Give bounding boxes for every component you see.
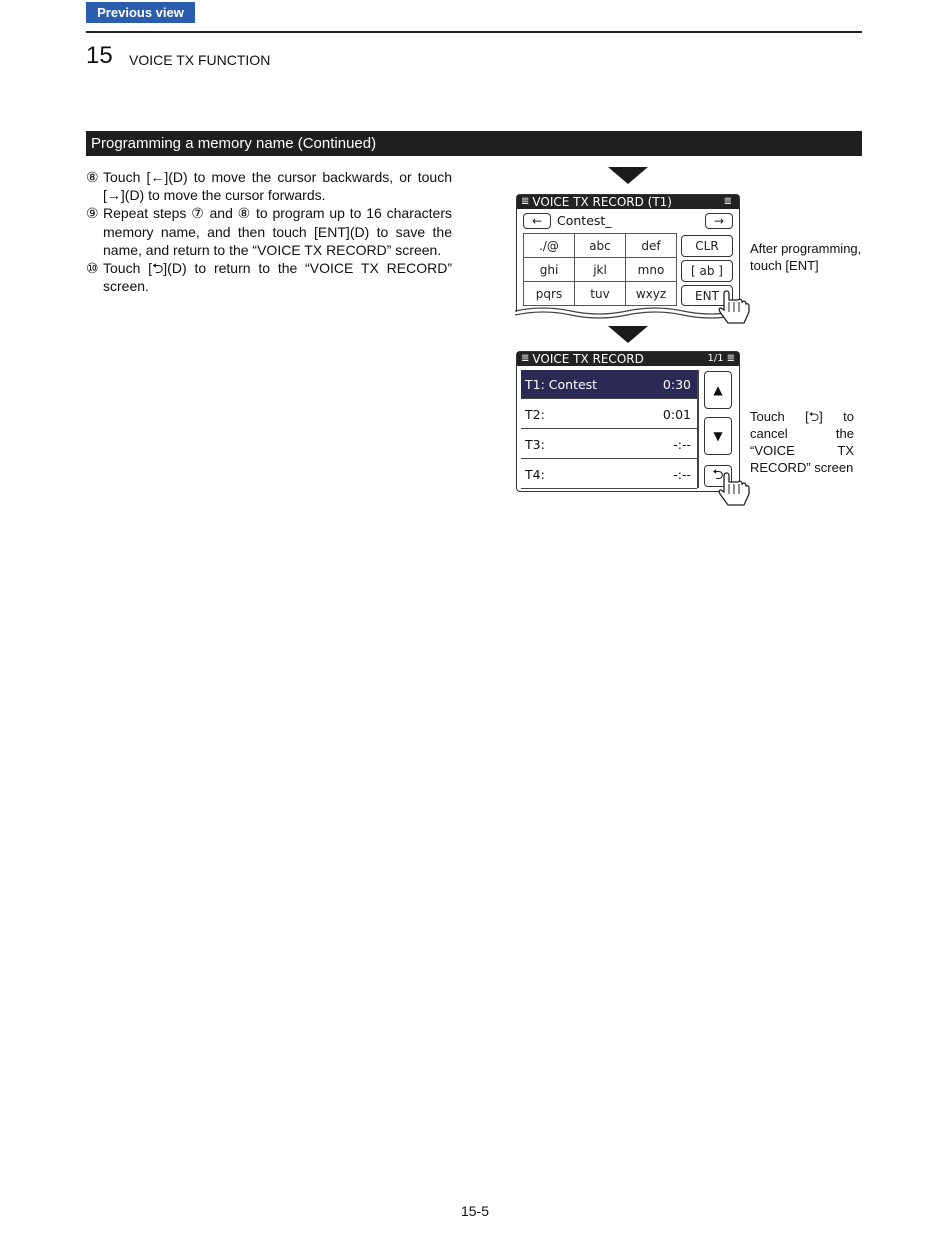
step-text: Touch [⮌](D) to return to the “VOICE TX RECORD” screen. <box>103 260 452 295</box>
scroll-divider <box>697 370 699 488</box>
right-arrow-icon: → <box>713 214 725 228</box>
pointing-hand-icon <box>718 290 752 328</box>
step-number: ⑩ <box>86 260 99 277</box>
record-name: T3: <box>525 436 545 452</box>
key-abc[interactable]: abc <box>574 233 626 258</box>
page-indicator: 1/1 <box>707 353 724 364</box>
up-triangle-icon: ▲ <box>713 383 723 397</box>
enter-caption: After programming, touch [ENT] <box>750 241 862 273</box>
record-name: T1: Contest <box>525 376 598 392</box>
down-triangle-icon: ▼ <box>713 429 723 443</box>
record-time: 0:01 <box>662 406 691 422</box>
left-arrow-icon: ← <box>531 214 543 228</box>
back-caption: Touch [⮌] to cancel the “VOICE TX RECORD” screen <box>750 409 854 475</box>
record-time: 0:30 <box>662 376 691 392</box>
chapter-title: VOICE TX FUNCTION <box>129 52 271 68</box>
step-text: Touch [←](D) to move the cursor backwards, or touch [→](D) to move the cursor forwards. <box>103 169 452 204</box>
step-text: Repeat steps ⑦ and ⑧ to program up to 16 characters memory name, and then touch [ENT](D) to save the name, and return to the “VOICE TX RECORD” screen. <box>103 205 452 258</box>
key-mno[interactable]: mno <box>625 257 677 282</box>
cursor-left-button[interactable] <box>523 213 551 229</box>
key-tuv[interactable]: tuv <box>574 281 626 306</box>
step-list <box>86 168 452 295</box>
screen-title-bar <box>517 352 739 366</box>
name-entry-screen <box>516 194 740 312</box>
record-time: -:-- <box>673 436 691 452</box>
down-arrow-icon <box>608 326 648 343</box>
key-symbols[interactable]: ./@ <box>523 233 575 258</box>
record-time: -:-- <box>673 466 691 482</box>
pointing-hand-icon <box>718 472 752 510</box>
record-row-t4[interactable] <box>521 460 697 489</box>
record-row-t2[interactable] <box>521 400 697 429</box>
record-name: T4: <box>525 466 545 482</box>
section-title: Programming a memory name (Continued) <box>91 135 377 152</box>
clr-button[interactable]: CLR <box>681 235 733 257</box>
menu-bars-icon: ≣ <box>726 353 735 364</box>
ab-mode-button[interactable]: [ ab ] <box>681 260 733 282</box>
name-field[interactable]: Contest_ <box>557 213 612 228</box>
screen-title: VOICE TX RECORD <box>532 352 644 366</box>
step-8 <box>86 168 452 204</box>
screen-title: VOICE TX RECORD (T1) <box>532 195 672 209</box>
previous-view-button[interactable]: Previous view <box>86 2 195 23</box>
torn-edge <box>513 305 745 321</box>
page-number: 15-5 <box>460 1203 490 1219</box>
scroll-up-button[interactable] <box>704 371 732 409</box>
menu-bars-icon: ≣ <box>521 353 530 364</box>
record-name: T2: <box>525 406 545 422</box>
menu-bars-icon: ≣ <box>521 196 530 207</box>
scroll-down-button[interactable] <box>704 417 732 455</box>
record-row-t1[interactable] <box>521 370 697 399</box>
header-rule <box>86 31 862 33</box>
key-ghi[interactable]: ghi <box>523 257 575 282</box>
key-pqrs[interactable]: pqrs <box>523 281 575 306</box>
key-def[interactable]: def <box>625 233 677 258</box>
step-10 <box>86 259 452 295</box>
down-arrow-icon <box>608 167 648 184</box>
step-number: ⑧ <box>86 169 99 185</box>
ent-button[interactable]: ENT <box>681 285 733 306</box>
section-heading <box>86 131 862 156</box>
step-9 <box>86 204 452 259</box>
chapter-number: 15 <box>86 42 113 69</box>
back-arrow-icon: ⮌ <box>712 467 724 483</box>
screen-title-bar <box>517 195 739 209</box>
key-jkl[interactable]: jkl <box>574 257 626 282</box>
voice-tx-record-screen <box>516 351 740 492</box>
step-number: ⑨ <box>86 205 99 222</box>
key-wxyz[interactable]: wxyz <box>625 281 677 306</box>
menu-bars-icon: ≣ <box>723 196 732 207</box>
record-row-t3[interactable] <box>521 430 697 459</box>
cursor-right-button[interactable] <box>705 213 733 229</box>
